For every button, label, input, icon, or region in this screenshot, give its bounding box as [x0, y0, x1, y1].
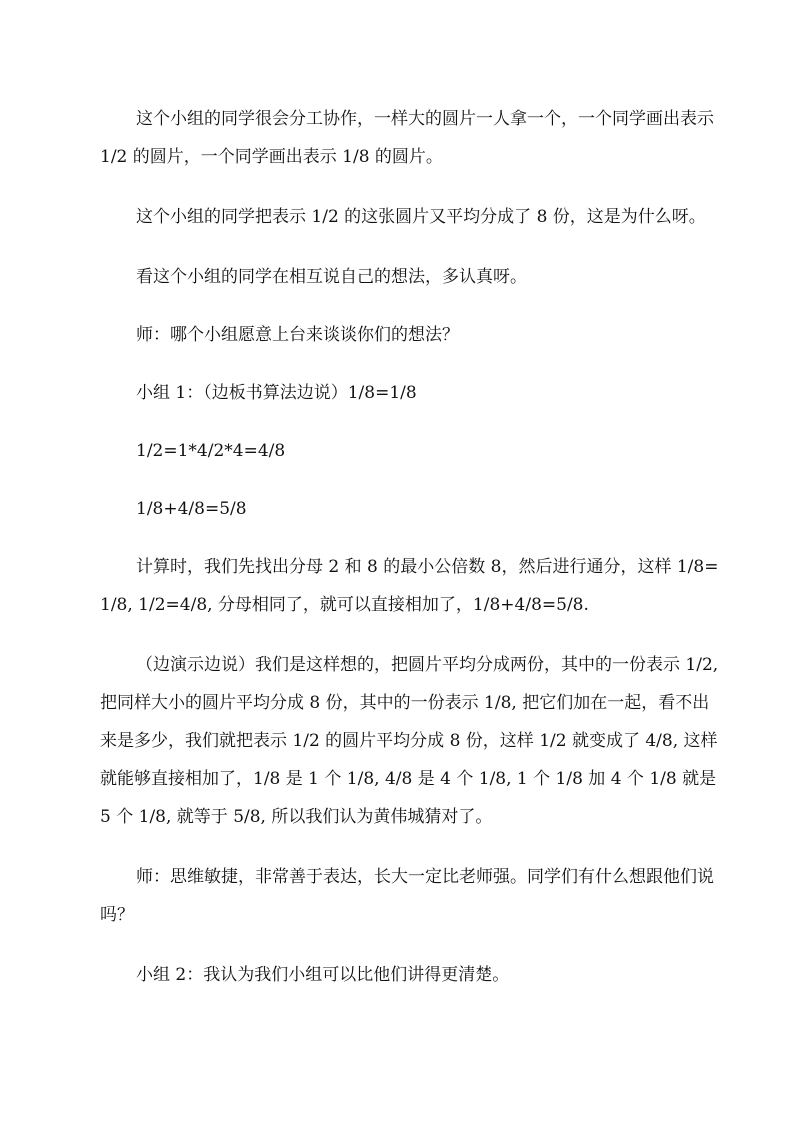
- paragraph-9: （边演示边说）我们是这样想的，把圆片平均分成两份，其中的一份表示 1/2, 把同样大小的圆片平均分成 8 份，其中的一份表示 1/8, 把它们加在一起，看不出来是多少，我们就把表示 1/2 的圆片平均分成 8 份，这样 1/2 就变成了 4/8, 这样就能够直接相加了，1/8 是 1 个 1/8, 4/8 是 4 个 1/8, 1 个 1/8 加 4 个 1/8 就是 5 个 1/8, 就等于 5/8, 所以我们认为黄伟城猜对了。: [100, 655, 719, 827]
- paragraph-10: 师：思维敏捷，非常善于表达，长大一定比老师强。同学们有什么想跟他们说吗？: [100, 867, 714, 925]
- paragraph-4: 师：哪个小组愿意上台来谈谈你们的想法？: [136, 325, 459, 345]
- paragraph-7: 1/8+4/8=5/8: [136, 499, 247, 519]
- paragraph-11: 小组 2：我认为我们小组可以比他们讲得更清楚。: [136, 965, 510, 985]
- paragraph-3: 看这个小组的同学在相互说自己的想法，多认真呀。: [136, 267, 527, 287]
- paragraph-8: 计算时，我们先找出分母 2 和 8 的最小公倍数 8，然后进行通分，这样 1/8=1/8, 1/2=4/8, 分母相同了，就可以直接相加了，1/8+4/8=5/8.: [100, 557, 719, 615]
- paragraph-2: 这个小组的同学把表示 1/2 的这张圆片又平均分成了 8 份，这是为什么呀。: [136, 207, 706, 227]
- paragraph-5: 小组 1：（边板书算法边说）1/8=1/8: [136, 383, 417, 403]
- paragraph-6: 1/2=1*4/2*4=4/8: [136, 441, 286, 461]
- paragraph-1: 这个小组的同学很会分工协作，一样大的圆片一人拿一个，一个同学画出表示 1/2 的圆片，一个同学画出表示 1/8 的圆片。: [100, 109, 714, 167]
